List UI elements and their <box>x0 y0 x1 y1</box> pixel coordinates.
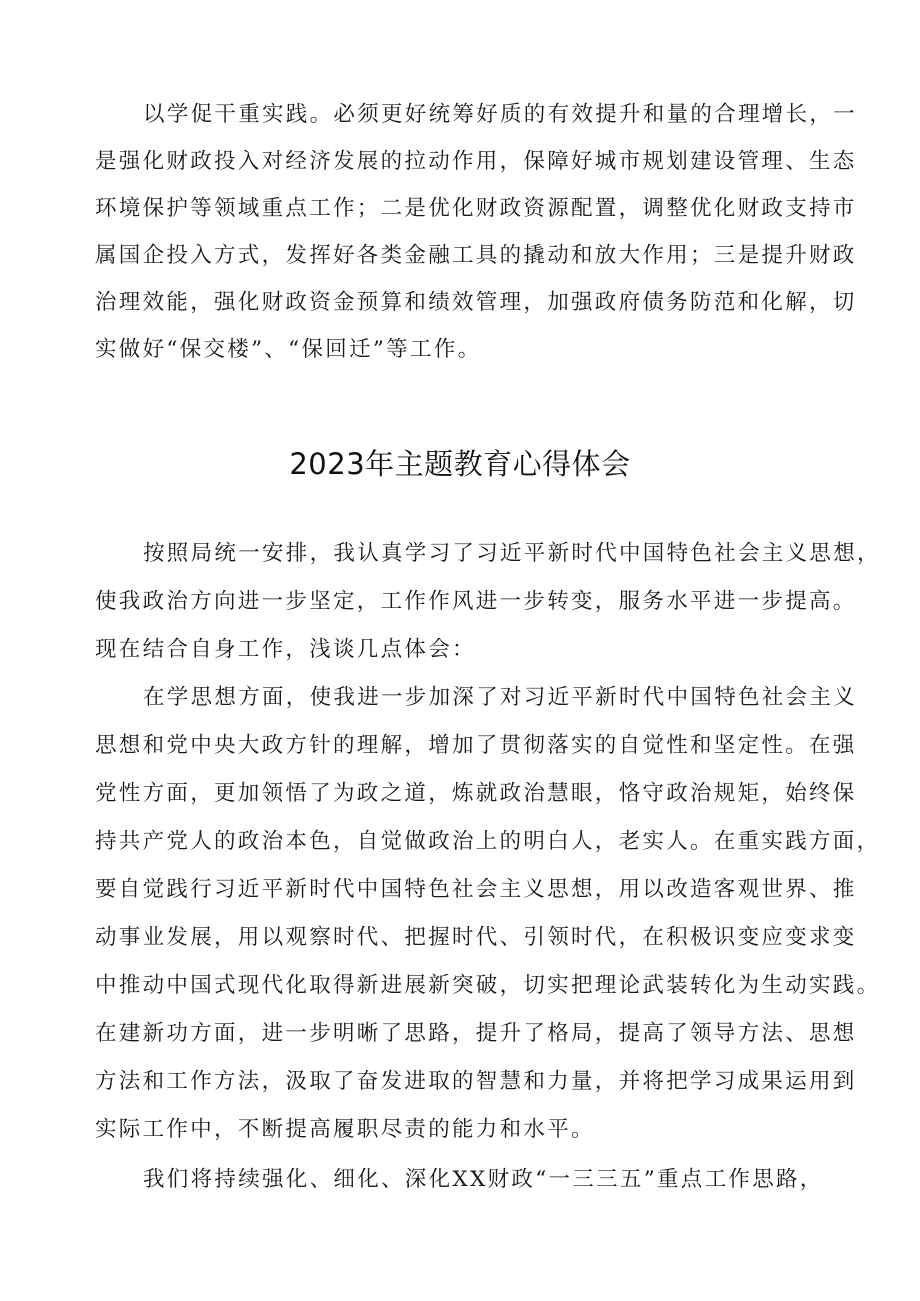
paragraph-line: 实际工作中，不断提高履职尽责的能力和水平。 <box>95 1117 595 1142</box>
paragraph-line: 环境保护等领域重点工作；二是优化财政资源配置，调整优化财政支持市 <box>95 196 857 221</box>
paragraph-line: 实做好“保交楼”、“保回迁”等工作。 <box>95 337 482 362</box>
paragraph-line: 党性方面，更加领悟了为政之道，炼就政治慧眼，恪守政治规矩，始终保 <box>95 781 857 806</box>
paragraph-line: 中推动中国式现代化取得新进展新突破，切实把理论武装转化为生动实践。 <box>95 973 881 998</box>
paragraph-line: 思想和党中央大政方针的理解，增加了贯彻落实的自觉性和坚定性。在强 <box>95 733 857 758</box>
paragraph-line: 使我政治方向进一步坚定，工作作风进一步转变，服务水平进一步提高。 <box>95 589 857 614</box>
paragraph-line: 要自觉践行习近平新时代中国特色社会主义思想，用以改造客观世界、推 <box>95 877 857 902</box>
paragraph-line: 在建新功方面，进一步明晰了思路，提升了格局，提高了领导方法、思想 <box>95 1021 857 1046</box>
paragraph-line: 治理效能，强化财政资金预算和绩效管理，加强政府债务防范和化解，切 <box>95 290 857 315</box>
document-title: 2023年主题教育心得体会 <box>289 447 631 481</box>
paragraph-line: 我们将持续强化、细化、深化XX财政“一三三五”重点工作思路， <box>143 1167 824 1192</box>
paragraph-line: 是强化财政投入对经济发展的拉动作用，保障好城市规划建设管理、生态 <box>95 149 857 174</box>
paragraph-line: 在学思想方面，使我进一步加深了对习近平新时代中国特色社会主义 <box>143 685 858 710</box>
paragraph-line: 按照局统一安排，我认真学习了习近平新时代中国特色社会主义思想， <box>143 541 881 566</box>
paragraph-line: 方法和工作方法，汲取了奋发进取的智慧和力量，并将把学习成果运用到 <box>95 1069 857 1094</box>
paragraph-line: 动事业发展，用以观察时代、把握时代、引领时代，在积极识变应变求变 <box>95 925 857 950</box>
paragraph-line: 持共产党人的政治本色，自觉做政治上的明白人，老实人。在重实践方面， <box>95 829 881 854</box>
paragraph-line: 现在结合自身工作，浅谈几点体会： <box>95 637 476 662</box>
paragraph-line: 以学促干重实践。必须更好统筹好质的有效提升和量的合理增长，一 <box>143 102 858 127</box>
paragraph-line: 属国企投入方式，发挥好各类金融工具的撬动和放大作用；三是提升财政 <box>95 243 857 268</box>
